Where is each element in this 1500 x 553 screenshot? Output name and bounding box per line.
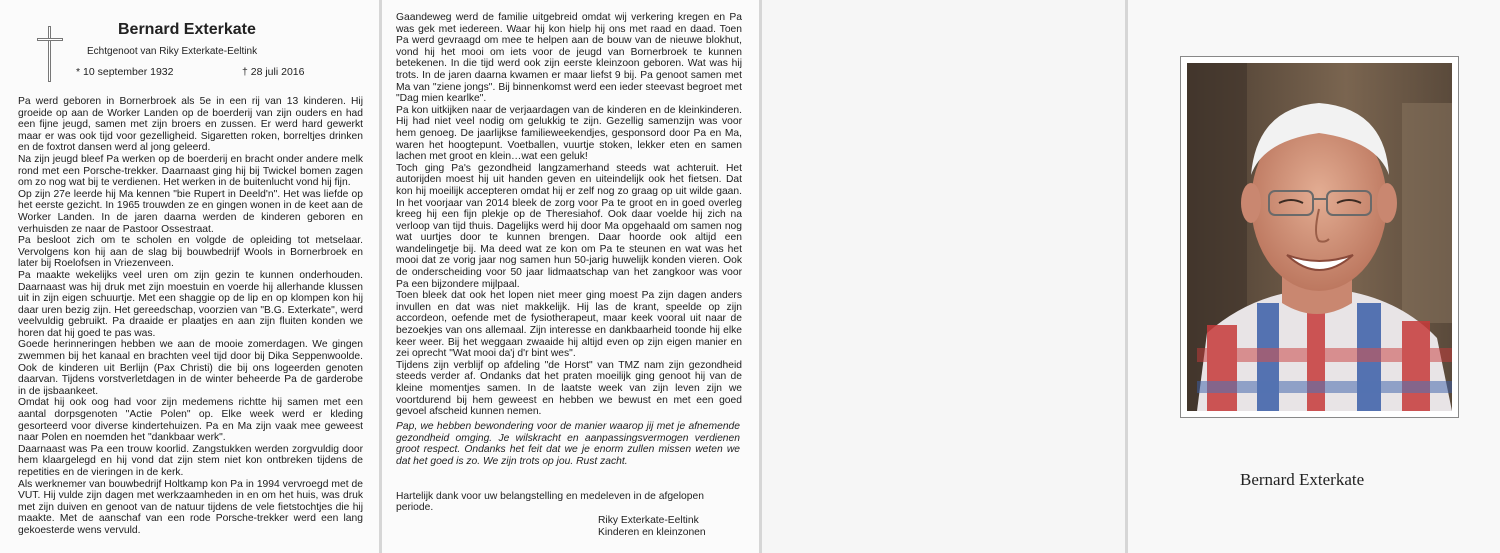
tribute-text: Pap, we hebben bewondering voor de manier waarop jij met je afnemende gezondheid omging. Je wilskracht en aanpassingsvermogen verdienen groot respect. Ondanks het feit dat we je enorm zullen missen weten we dat het goed is zo. We zijn trots op jou. Rust zacht. — [396, 421, 740, 467]
spouse-line: Echtgenoot van Riky Exterkate-Eeltink — [87, 46, 258, 57]
card-panel-middle — [382, 0, 759, 553]
birth-date: * 10 september 1932 — [76, 66, 174, 78]
signature-line: Riky Exterkate-Eeltink — [598, 515, 699, 526]
bio-paragraph: Na zijn jeugd bleef Pa werken op de boerderij en bracht onder andere melk rond met een Porsche-trekker. Daarnaast ging hij bij Twickel bomen zagen om zo nog wat bij te verdienen. Het werken in de buitenlucht vond hij fijn. — [18, 153, 363, 189]
bio-paragraph: Toen bleek dat ook het lopen niet meer ging moest Pa zijn dagen anders invullen en dat was niet makkelijk. Hij las de krant, speelde op zijn accordeon, oefende met de fysiotherapeut, maar keek vooral uit naar de bezoekjes van ons allemaal. Zijn interesse en dankbaarheid toonde hij elke keer weer. Bij het weggaan zwaaide hij altijd even op zijn eigen manier en zei oprecht "Wat mooi da'j d'r bint wes". — [396, 290, 742, 360]
card-panel-photo — [1128, 0, 1500, 553]
bio-paragraph: Daarnaast was Pa een trouw koorlid. Zangstukken werden zorgvuldig door hem klaargelegd en hij vond dat zijn stem niet kon ontbreken tijdens de repetities en de vieringen in de kerk. — [18, 443, 363, 478]
bio-paragraph: Pa werd geboren in Bornerbroek als 5e in een rij van 13 kinderen. Hij groeide op aan de Worker Landen op de boerderij van zijn ouders en had een fijne jeugd, samen met zijn broers en zussen. Er werd hard gewerkt maar er was ook tijd voor gezelligheid. Sigaretten roken, borreltjes drinken en de foxtrot dansen werd al jong geleerd. — [18, 96, 363, 154]
bio-paragraph: Toch ging Pa's gezondheid langzamerhand steeds wat achteruit. Het autorijden moest hij uit handen geven en uiteindelijk ook het fietsen. Dat kon hij moeilijk accepteren omdat hij er zelf nog zo graag op uit wilde gaan. In het voorjaar van 2014 bleek de zorg voor Pa te groot en in goed overleg kreeg hij een fijn plekje op de Theresiahof. Ook daar voelde hij zich na verloop van tijd thuis. Dagelijks werd hij door Ma opgehaald om samen nog wat uurtjes door te kunnen brengen. Daar hoorde ook altijd een wandelingetje bij. Ma deed wat ze kon om Pa te steunen en wat was het mooi dat ze vorig jaar nog samen hun 50-jarig huwelijk konden vieren. Ook de onderscheiding voor 50 jaar lidmaatschap van het zangkoor was voor Pa een bijzondere mijlpaal. — [396, 162, 742, 290]
bio-paragraph: Pa maakte wekelijks veel uren om zijn gezin te kunnen onderhouden. Daarnaast was hij druk met zijn moestuin en voerde hij allerhande klussen uit in zijn eigen schuurtje. Met een shaggie op de lip en op klompen kon hij daar uren bezig zijn. Het gereedschap, voorzien van "B.G. Exterkate", werd veelvuldig gebruikt. Pa draaide er plaatjes en aan zijn fluiten konden we horen dat hij goed te pas was. — [18, 269, 363, 339]
bio-paragraph: Tijdens zijn verblijf op afdeling "de Horst" van TMZ nam zijn gezondheid steeds verder af. Ondanks dat het praten moeilijk ging genoot hij van de kleine momentjes samen. In de laatste week van zijn leven zijn we voortdurend bij hem geweest en hebben we bewust en met een goed gevoel afscheid kunnen nemen. — [396, 359, 742, 418]
thanks-text: Hartelijk dank voor uw belangstelling en medeleven in de afgelopen periode. — [396, 491, 704, 513]
bio-paragraph: Gaandeweg werd de familie uitgebreid omdat wij verkering kregen en Pa was gek met iedereen. Waar hij kon hielp hij ons met raad en daad. Toen Pa werd gevraagd om mee te helpen aan de bouw van de nieuwe blokhut, vond hij het mooi om iets voor de jeugd van Bornerbroek te kunnen betekenen. In die tijd werd ook zijn eerste kleinzoon geboren. Wat was hij trots. In de jaren daarna kwamen er maar liefst 9 bij. Pa genoot samen met Ma van "ziene jongs". Bij binnenkomst werd een ieder steevast begroet met "Dag mien kearlke". — [396, 12, 742, 105]
card-panel-left — [0, 0, 379, 553]
bio-paragraph: Goede herinneringen hebben we aan de mooie zomerdagen. We gingen zwemmen bij het kanaal en brachten veel tijd door bij Dika Seppenwoolde. Ook de kinderen uit Berlijn (Pax Christi) die bij ons logeerden genoten daarvan. Tijdens vorstverletdagen in de winter beheerde Pa de garderobe in de ijsbaankeet. — [18, 339, 363, 397]
deceased-name: Bernard Exterkate — [118, 21, 256, 38]
death-date: † 28 juli 2016 — [242, 66, 305, 78]
bio-paragraph: Pa besloot zich om te scholen en volgde de opleiding tot metselaar. Vervolgens kon hij aan de slag bij bouwbedrijf Wools in Bornerbroek en later bij Roelofsen in Vriezenveen. — [18, 235, 363, 270]
bio-paragraph: Omdat hij ook oog had voor zijn medemens richtte hij samen met een aantal dorpsgenoten "Actie Polen" op. Elke week werd er kleding gesorteerd voor diverse kindertehuizen. Pa en Ma zijn vaak mee geweest naar Polen en noemden het "dankbaar werk". — [18, 397, 363, 444]
portrait-photo-icon — [1187, 63, 1452, 411]
signature — [598, 515, 706, 539]
bio-paragraph: Op zijn 27e leerde hij Ma kennen "bie Rupert in Deeld'n". Het was liefde op het eerste gezicht. In 1965 trouwden ze en gingen wonen in de keet aan de Worker Landen. In de jaren daarna werden de kinderen geboren en verhuisden ze naar de Pastoor Ossestraat. — [18, 188, 363, 235]
photo-frame — [1180, 56, 1459, 418]
cross-icon — [37, 26, 63, 82]
bio-paragraph: Pa kon uitkijken naar de verjaardagen van de kinderen en de kleinkinderen. Hij had niet veel nodig om gelukkig te zijn. Gezellig samenzijn was voor hem genoeg. De jaarlijkse familieweekendjes, gesponsord door Pa en Ma, waren het hoogtepunt. Voetballen, vuurtje stoken, lekker eten en samen lachen met groot en klein…wat een geluk! — [396, 104, 742, 163]
biography-left — [18, 96, 363, 537]
biography-right — [396, 12, 742, 418]
photo-caption: Bernard Exterkate — [1240, 470, 1365, 489]
bio-paragraph: Als werknemer van bouwbedrijf Holtkamp kon Pa in 1994 vervroegd met de VUT. Hij vulde zijn dagen met werkzaamheden in en om het huis, was druk met zijn duiven en genoot van de natuur tijdens de vele fietstochtjes die hij maakte. Met de aanschaf van een rode Porsche-trekker werd een lang gekoesterde wens vervuld. — [18, 478, 363, 536]
signature-line: Kinderen en kleinzonen — [598, 527, 706, 538]
card-panel-blank — [762, 0, 1125, 553]
